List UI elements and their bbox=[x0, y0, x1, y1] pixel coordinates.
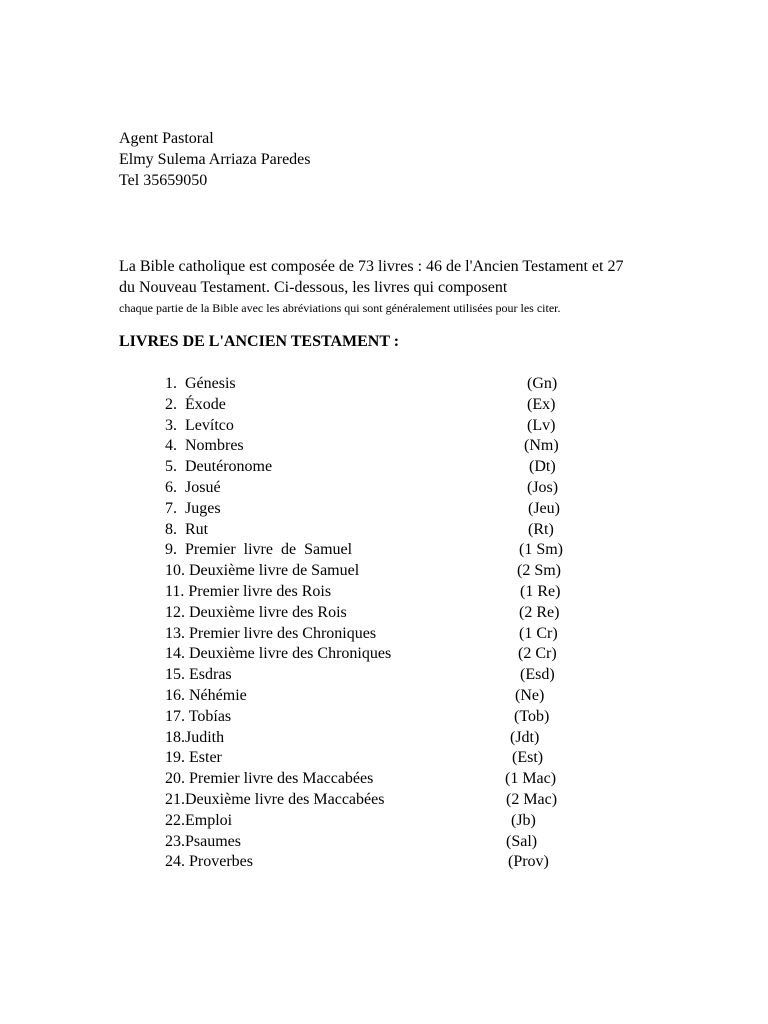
intro-line-2: du Nouveau Testament. Ci-dessous, les livres qui composent bbox=[119, 279, 508, 296]
book-name: 16. Néhémie bbox=[165, 687, 247, 704]
book-row bbox=[0, 665, 768, 685]
book-abbreviation: (1 Cr) bbox=[519, 624, 558, 642]
book-abbreviation: (Ex) bbox=[527, 395, 556, 413]
book-name: 18.Judith bbox=[165, 728, 225, 746]
book-abbreviation: (Gn) bbox=[527, 375, 558, 392]
book-abbreviation: (Rt) bbox=[528, 520, 554, 538]
book-name: 21.Deuxième livre des Maccabées bbox=[165, 791, 385, 808]
book-abbreviation: (1 Sm) bbox=[519, 541, 563, 559]
book-name: 3. Levítco bbox=[165, 416, 234, 434]
book-row bbox=[0, 478, 768, 498]
book-abbreviation: (Est) bbox=[512, 749, 544, 767]
book-row bbox=[0, 436, 768, 456]
book-name: 2. Éxode bbox=[165, 395, 226, 413]
contact-role: Agent Pastoral bbox=[119, 130, 214, 147]
contact-name: Elmy Sulema Arriaza Paredes bbox=[119, 151, 311, 168]
book-abbreviation: (Nm) bbox=[524, 437, 559, 455]
book-name: 23.Psaumes bbox=[165, 832, 241, 850]
book-row bbox=[0, 416, 768, 436]
book-row bbox=[0, 582, 768, 602]
book-row bbox=[0, 561, 768, 581]
book-row bbox=[0, 832, 768, 852]
book-row bbox=[0, 748, 768, 768]
book-abbreviation: (Lv) bbox=[527, 416, 556, 434]
book-name: 7. Juges bbox=[165, 499, 221, 517]
book-abbreviation: (Sal) bbox=[506, 832, 538, 850]
book-row bbox=[0, 644, 768, 664]
book-abbreviation: (1 Mac) bbox=[505, 770, 557, 788]
book-abbreviation: (Jeu) bbox=[528, 499, 560, 517]
book-row bbox=[0, 811, 768, 831]
book-abbreviation: (2 Sm) bbox=[517, 562, 561, 580]
book-abbreviation: (2 Cr) bbox=[518, 645, 557, 663]
book-name: 9. Premier livre de Samuel bbox=[165, 541, 353, 559]
book-abbreviation: (Tob) bbox=[514, 707, 550, 725]
book-row bbox=[0, 374, 768, 394]
book-abbreviation: (Ne) bbox=[515, 687, 545, 704]
book-row bbox=[0, 395, 768, 415]
book-abbreviation: (Jb) bbox=[511, 811, 536, 829]
book-name: 10. Deuxième livre de Samuel bbox=[165, 562, 360, 580]
book-abbreviation: (2 Mac) bbox=[506, 791, 558, 808]
book-name: 6. Josué bbox=[165, 479, 221, 496]
book-abbreviation: (Esd) bbox=[520, 666, 555, 684]
book-abbreviation: (2 Re) bbox=[519, 603, 560, 621]
book-row bbox=[0, 624, 768, 644]
book-abbreviation: (Prov) bbox=[508, 853, 549, 871]
book-row bbox=[0, 852, 768, 872]
book-abbreviation: (Dt) bbox=[529, 458, 556, 476]
book-name: 20. Premier livre des Maccabées bbox=[165, 770, 374, 788]
book-abbreviation: (Jdt) bbox=[510, 728, 540, 746]
intro-line-3: chaque partie de la Bible avec les abréviations qui sont généralement utilisées pour les citer. bbox=[119, 301, 561, 315]
book-row bbox=[0, 540, 768, 560]
book-name: 14. Deuxième livre des Chroniques bbox=[165, 645, 392, 663]
book-row bbox=[0, 686, 768, 706]
book-row bbox=[0, 707, 768, 727]
book-name: 4. Nombres bbox=[165, 437, 244, 455]
book-name: 22.Emploi bbox=[165, 811, 233, 829]
contact-phone: Tel 35659050 bbox=[119, 172, 208, 189]
book-name: 19. Ester bbox=[165, 749, 222, 767]
book-row bbox=[0, 520, 768, 540]
book-row bbox=[0, 790, 768, 810]
book-row bbox=[0, 499, 768, 519]
book-name: 24. Proverbes bbox=[165, 853, 253, 871]
book-name: 15. Esdras bbox=[165, 666, 232, 684]
book-name: 17. Tobías bbox=[165, 707, 232, 725]
book-name: 8. Rut bbox=[165, 520, 209, 538]
book-abbreviation: (Jos) bbox=[527, 479, 559, 496]
book-name: 1. Génesis bbox=[165, 375, 236, 392]
book-name: 5. Deutéronome bbox=[165, 458, 273, 476]
book-row bbox=[0, 728, 768, 748]
book-row bbox=[0, 457, 768, 477]
section-heading: LIVRES DE L'ANCIEN TESTAMENT : bbox=[119, 333, 400, 350]
book-name: 12. Deuxième livre des Rois bbox=[165, 603, 347, 621]
book-name: 13. Premier livre des Chroniques bbox=[165, 624, 377, 642]
book-abbreviation: (1 Re) bbox=[520, 583, 561, 600]
book-row bbox=[0, 769, 768, 789]
intro-line-1: La Bible catholique est composée de 73 livres : 46 de l'Ancien Testament et 27 bbox=[119, 258, 624, 275]
book-row bbox=[0, 603, 768, 623]
book-name: 11. Premier livre des Rois bbox=[165, 583, 332, 600]
